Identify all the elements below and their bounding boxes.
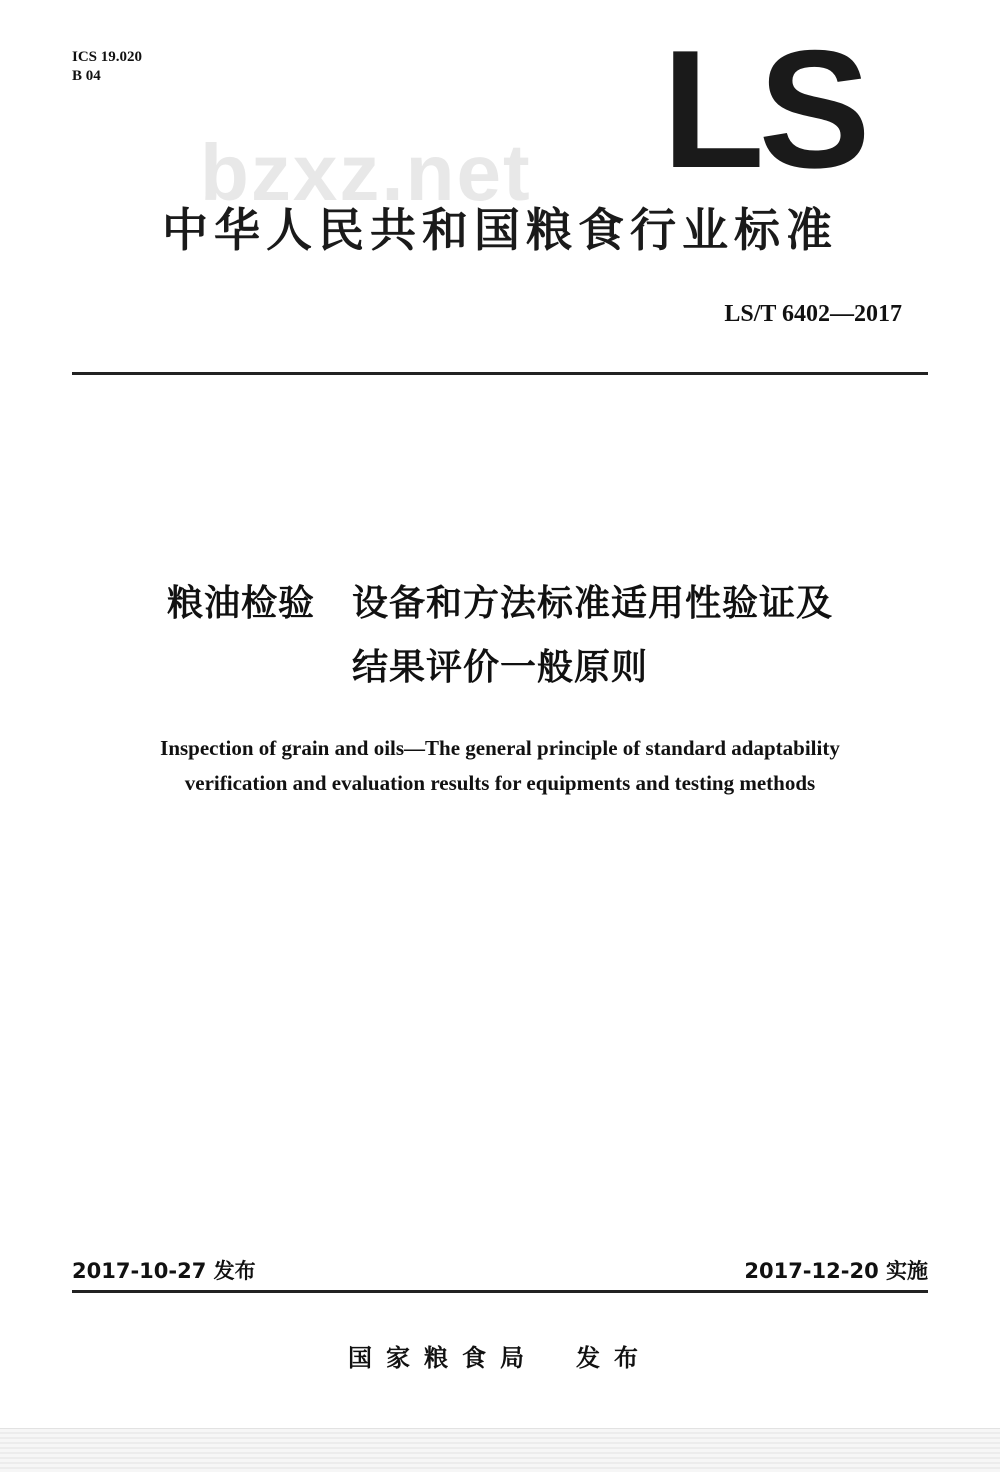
title-english-line-2: verification and evaluation results for equipments and testing methods xyxy=(184,771,816,795)
standard-category-title: 中华人民共和国粮食行业标准 xyxy=(162,203,838,257)
standard-number: LS/T 6402—2017 xyxy=(724,301,902,327)
ics-code: ICS 19.020 xyxy=(72,49,143,65)
watermark: bzxz.net xyxy=(200,128,532,217)
title-english-line-1: Inspection of grain and oils—The general principle of standard adaptability xyxy=(160,736,840,760)
page-edge xyxy=(0,1428,1000,1472)
title-chinese-line-2: 结果评价一般原则 xyxy=(351,647,648,688)
issuing-authority: 国家粮食局 发布 xyxy=(348,1344,652,1372)
top-divider xyxy=(72,372,928,375)
ls-logo: LS xyxy=(662,15,865,203)
classification-block xyxy=(72,48,142,86)
title-chinese-line-1: 粮油检验 设备和方法标准适用性验证及 xyxy=(166,583,833,624)
bottom-divider xyxy=(72,1290,928,1293)
implementation-date: 2017-12-20 实施 xyxy=(744,1259,928,1283)
class-code: B 04 xyxy=(72,68,101,84)
issue-date: 2017-10-27 发布 xyxy=(72,1259,256,1283)
